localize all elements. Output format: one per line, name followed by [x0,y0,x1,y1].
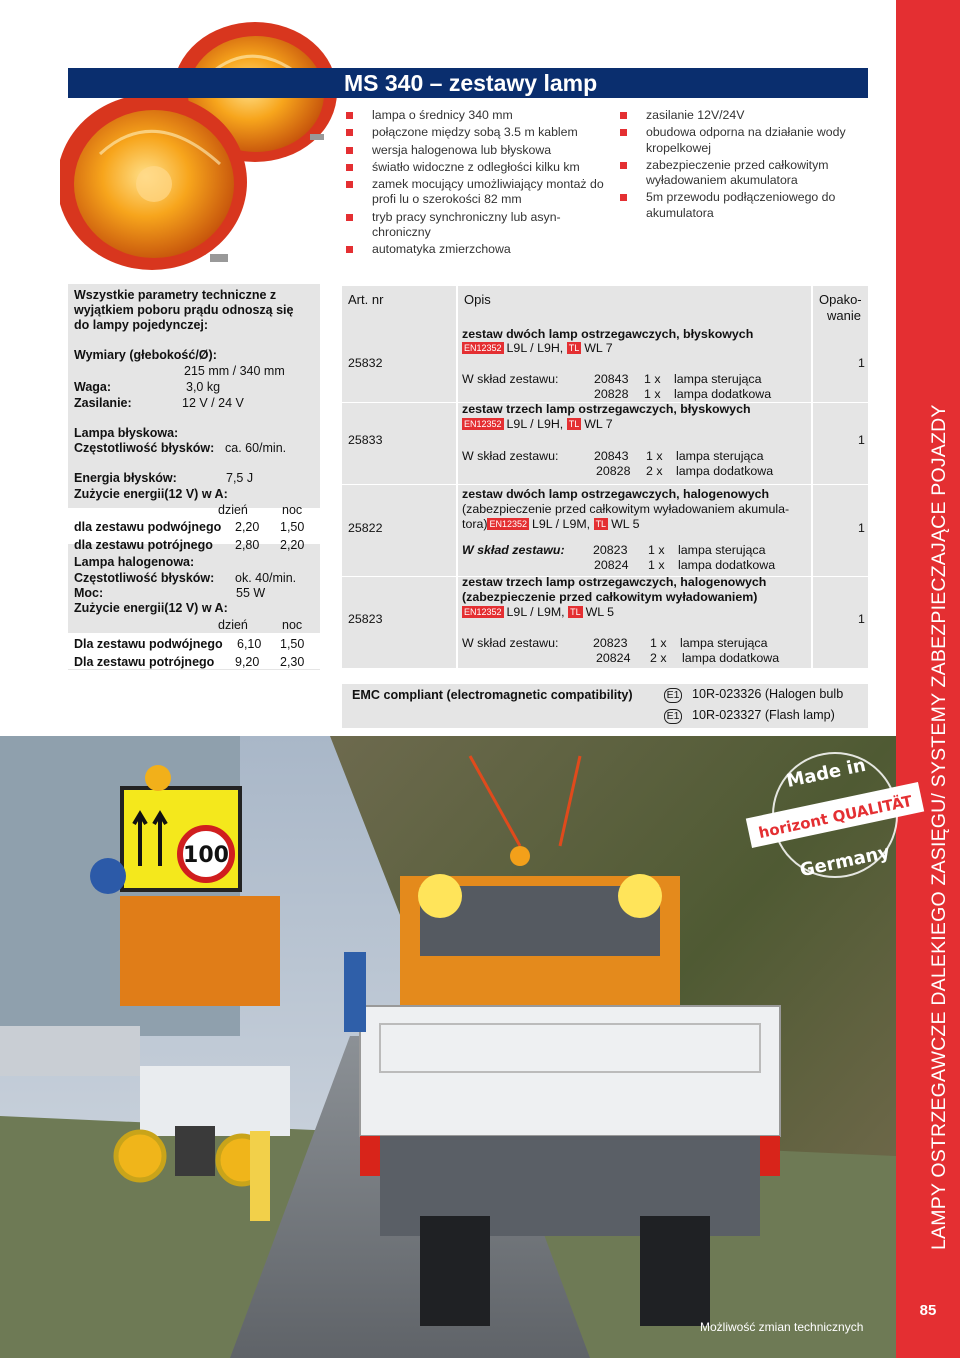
stamp-brand: horizont QUALITÄT [756,791,914,843]
stamp-country: Germany [798,841,892,882]
halogen-power-value: 55 W [236,586,266,600]
night-header: noc [282,503,303,517]
bullet-square-icon [620,194,627,201]
bullet-square-icon [346,246,353,253]
en-badge: EN12352 [464,343,502,353]
list-item: zamek mocujący umożliwiający montaż do profi lu o szerokości 82 mm [346,177,606,208]
product-table [342,286,868,668]
set-label: W skład zestawu: [462,449,559,463]
item-number: 20823 [593,543,628,557]
item-name: lampa dodatkowa [676,464,774,478]
item-number: 20824 [594,558,629,572]
item-qty: 1 x [650,636,667,650]
item-qty: 1 x [648,558,665,572]
col-header-pack: wanie [827,308,861,323]
tech-intro: wyjątkiem poboru prądu odnoszą się [74,303,294,317]
halogen-freq-value: ok. 40/min. [235,571,297,585]
item-qty: 1 x [644,387,661,401]
speed-sign-text: 100 [183,843,229,868]
halogen-consumption-label: Zużycie energii(12 V) w A: [74,601,228,615]
col-header-pack: Opako- [819,292,862,307]
item-number: 20843 [594,449,629,463]
item-name: lampa sterująca [678,543,766,557]
col-header-desc: Opis [464,292,491,307]
pack-count: 1 [858,521,865,535]
weight-label: Waga: [74,380,112,394]
pack-count: 1 [858,433,865,447]
en-badge: EN12352 [464,419,502,429]
flash-double-label: dla zestawu podwójnego [74,520,222,534]
flash-triple-label: dla zestawu potrójnego [74,538,213,552]
halogen-triple-day: 9,20 [235,655,260,669]
emc-flash: E1 10R-023327 (Flash lamp) [664,708,835,724]
flash-title: Lampa błyskowa: [74,426,179,440]
e1-mark-icon: E1 [664,688,682,703]
row-divider [342,484,868,485]
row-cert: EN12352 L9L / L9M, TL WL 5 [464,605,615,619]
row-title: zestaw trzech lamp ostrzegawczych, halogenowych [462,575,767,589]
bullet-square-icon [620,112,627,119]
flash-triple-day: 2,80 [235,538,260,552]
feature-list-left [346,108,606,260]
bullet-square-icon [346,129,353,136]
pack-count: 1 [858,612,865,626]
emc-panel [342,684,868,728]
row-subtitle: (zabezpieczenie przed całkowitym wyładowaniem) [462,590,758,604]
bullet-square-icon [346,112,353,119]
row-title: zestaw dwóch lamp ostrzegawczych, błyskowych [462,327,754,341]
e1-mark-icon: E1 [664,709,682,724]
item-qty: 1 x [644,372,661,386]
flash-triple-night: 2,20 [280,538,305,552]
row-cert: tora) EN12352 L9L / L9M, TL WL 5 [462,517,640,531]
item-number: 20824 [596,651,631,665]
tech-intro: do lampy pojedynczej: [74,318,209,332]
col-bg [813,286,868,668]
emc-halogen: E1 10R-023326 (Halogen bulb [664,687,843,703]
flash-double-day: 2,20 [235,520,260,534]
tl-badge: TL [570,607,581,617]
list-item: tryb pracy synchroniczny lub asyn-chroniczny [346,210,606,241]
item-name: lampa dodatkowa [678,558,776,572]
footer-note: Możliwość zmian technicznych [700,1320,864,1334]
item-number: 20843 [594,372,629,386]
tech-params-panel [68,284,320,670]
list-item: zasilanie 12V/24V [620,108,882,123]
list-item: zabezpieczenie przed całkowitym wyładowaniem akumulatora [620,158,882,189]
halogen-triple-night: 2,30 [280,655,305,669]
tl-badge: TL [595,519,607,529]
bullet-square-icon [620,129,627,136]
item-qty: 1 x [648,543,665,557]
row-title: zestaw dwóch lamp ostrzegawczych, halogenowych [462,487,770,501]
consumption-label: Zużycie energii(12 V) w A: [74,487,228,501]
item-name: lampa sterująca [680,636,768,650]
halogen-triple-label: Dla zestawu potrójnego [74,655,215,669]
set-label: W skład zestawu: [462,372,559,386]
list-item: lampa o średnicy 340 mm [346,108,606,123]
list-item: światło widoczne z odległości kilku km [346,160,606,175]
dims-label: Wymiary (głebokość/Ø): [74,348,217,362]
set-label: W skład zestawu: [462,543,565,557]
item-name: lampa sterująca [676,449,764,463]
flash-freq-label: Częstotliwość błysków: [74,441,215,455]
power-label: Zasilanie: [74,396,132,410]
halogen-double-label: Dla zestawu podwójnego [74,637,223,651]
art-number: 25832 [348,356,383,370]
bullet-square-icon [346,214,353,221]
list-item: automatyka zmierzchowa [346,242,606,257]
list-item: 5m przewodu podłączeniowego do akumulatora [620,190,882,221]
col-header-art: Art. nr [348,292,384,307]
stamp-made-in: Made in [784,754,868,793]
flash-energy-label: Energia błysków: [74,471,177,485]
bullet-square-icon [346,147,353,154]
weight-value: 3,0 kg [186,380,221,394]
row-title: zestaw trzech lamp ostrzegawczych, błyskowych [462,402,751,416]
tl-badge: TL [568,419,580,429]
item-name: lampa dodatkowa [674,387,772,401]
feature-list-right [620,108,882,223]
made-in-germany-stamp [745,740,925,890]
flash-energy-value: 7,5 J [226,471,254,485]
day-header: dzień [218,618,248,632]
night-header: noc [282,618,303,632]
bullet-square-icon [620,162,627,169]
list-item: obudowa odporna na działanie wody kropelkowej [620,125,882,156]
list-item: wersja halogenowa lub błyskowa [346,143,606,158]
item-number: 20823 [593,636,628,650]
item-number: 20828 [596,464,631,478]
bullet-square-icon [346,181,353,188]
list-item: połączone między sobą 3.5 m kablem [346,125,606,140]
item-name: lampa dodatkowa [682,651,780,665]
halogen-title: Lampa halogenowa: [74,555,195,569]
item-qty: 2 x [650,651,667,665]
col-bg [342,286,456,668]
emc-label: EMC compliant (electromagnetic compatibility) [352,688,633,702]
pack-count: 1 [858,356,865,370]
art-number: 25833 [348,433,383,447]
art-number: 25823 [348,612,383,626]
page-number: 85 [919,1302,937,1319]
item-qty: 1 x [646,449,663,463]
item-number: 20828 [594,387,629,401]
category-vertical-label: LAMPY OSTRZEGAWCZE DALEKIEGO ZASIĘGU/ SYSTEMY ZABEZPIECZAJĄCE POJAZDY [928,404,950,1250]
page-title: MS 340 – zestawy lamp [344,70,598,96]
power-value: 12 V / 24 V [182,396,244,410]
flash-double-night: 1,50 [280,520,305,534]
set-label: W skład zestawu: [462,636,559,650]
lamp-product-photo [60,14,340,276]
en-badge: EN12352 [464,607,502,617]
halogen-freq-label: Częstotliwość błysków: [74,571,215,585]
tech-intro: Wszystkie parametry techniczne z [74,288,277,302]
item-name: lampa sterująca [674,372,762,386]
art-number: 25822 [348,521,383,535]
tl-badge: TL [568,343,580,353]
halogen-double-day: 6,10 [237,637,262,651]
bullet-square-icon [346,164,353,171]
halogen-power-label: Moc: [74,586,104,600]
day-header: dzień [218,503,248,517]
en-badge: EN12352 [489,519,528,529]
row-subtitle: (zabezpieczenie przed całkowitym wyładowaniem akumula- [462,502,790,516]
item-qty: 2 x [646,464,663,478]
row-cert: EN12352 L9L / L9H, TL WL 7 [464,341,613,355]
dims-value: 215 mm / 340 mm [184,364,285,378]
flash-freq-value: ca. 60/min. [225,441,287,455]
row-cert: EN12352 L9L / L9H, TL WL 7 [464,417,613,431]
halogen-double-night: 1,50 [280,637,305,651]
